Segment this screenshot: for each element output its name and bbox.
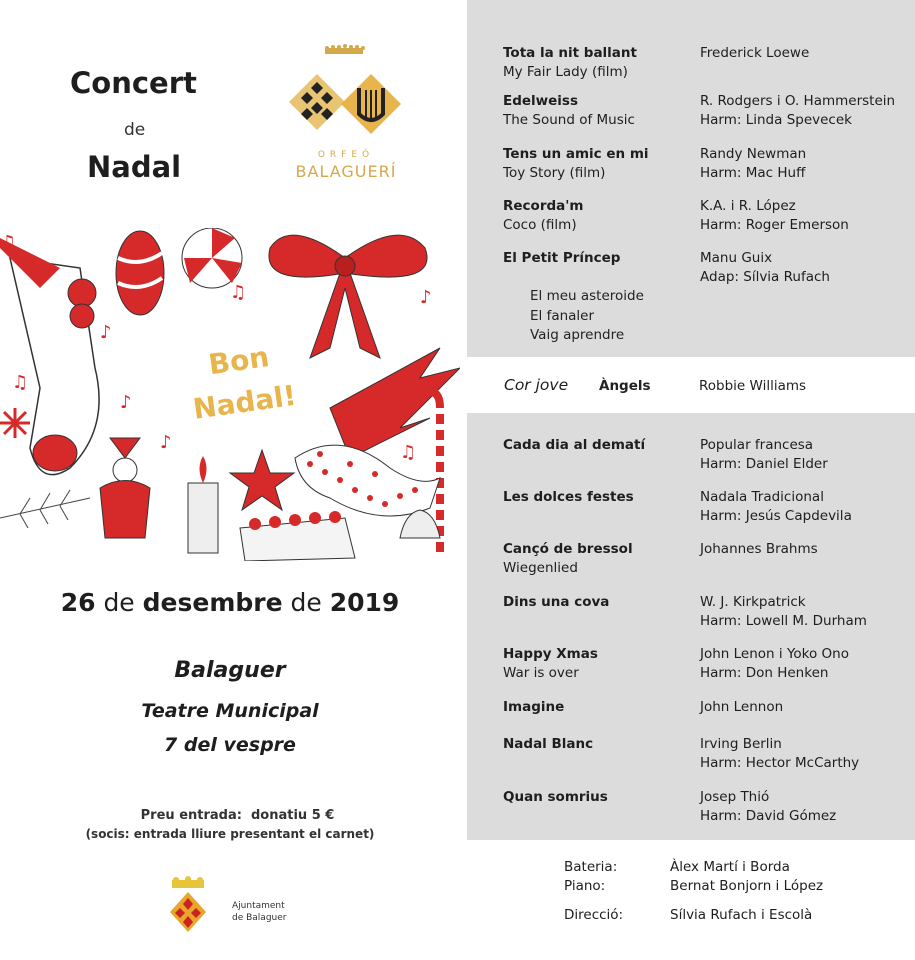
program-panel <box>467 0 915 960</box>
song-title: Imagine <box>503 699 565 715</box>
song-subtitle: Wiegenlied <box>503 560 578 576</box>
song-arranger: Harm: Roger Emerson <box>700 217 849 233</box>
song-author: John Lenon i Yoko Ono <box>700 646 849 662</box>
song-author: Randy Newman <box>700 146 807 162</box>
credit-value: Sílvia Rufach i Escolà <box>670 907 813 923</box>
song-author: Popular francesa <box>700 437 814 453</box>
greeting-line2: Nadal! <box>191 378 299 426</box>
song-arranger: Harm: Daniel Elder <box>700 456 828 472</box>
song-title: Tens un amic en mi <box>503 146 649 162</box>
ticket-price: Preu entrada: donatiu 5 € <box>140 808 335 823</box>
date-day: 26 <box>60 588 96 617</box>
song-subtitle: War is over <box>503 665 579 681</box>
song-title: Edelweiss <box>503 93 578 109</box>
song-arranger: Harm: Jesús Capdevila <box>700 508 852 524</box>
date-year: 2019 <box>329 588 400 617</box>
song-title: Cançó de bressol <box>503 541 633 557</box>
song-subtitle: Coco (film) <box>503 217 577 233</box>
song-title: El Petit Príncep <box>503 250 621 266</box>
event-time: 7 del vespre <box>164 734 296 756</box>
song-author: W. J. Kirkpatrick <box>700 594 806 610</box>
svg-text:♫: ♫ <box>0 232 17 253</box>
program-section-1 <box>467 0 915 357</box>
credit-label: Bateria: <box>564 859 618 875</box>
credit-value: Àlex Martí i Borda <box>670 859 790 875</box>
title-nadal: Nadal <box>87 150 182 184</box>
svg-text:♪: ♪ <box>100 322 112 343</box>
song-author: Johannes Brahms <box>700 541 818 557</box>
event-date <box>0 588 460 617</box>
ticket-price-note: (socis: entrada lliure presentant el carnet) <box>85 827 375 841</box>
song-author: K.A. i R. López <box>700 198 796 214</box>
song-title: Cada dia al dematí <box>503 437 646 453</box>
cor-jove-song-title: Àngels <box>599 378 651 394</box>
song-author: Frederick Loewe <box>700 45 810 61</box>
song-title: Tota la nit ballant <box>503 45 637 61</box>
song-title: Les dolces festes <box>503 489 634 505</box>
song-author: Manu Guix <box>700 250 773 266</box>
svg-text:♫: ♫ <box>12 372 29 393</box>
svg-text:♪: ♪ <box>160 432 172 453</box>
ajuntament-line2: de Balaguer <box>232 913 287 923</box>
date-month: desembre <box>142 588 283 617</box>
song-author: John Lennon <box>700 699 784 715</box>
song-author: Irving Berlin <box>700 736 782 752</box>
ajuntament-line1: Ajuntament <box>232 901 285 911</box>
list-item: El meu asteroide <box>530 288 644 304</box>
title-de: de <box>124 120 146 140</box>
song-arranger: Harm: David Gómez <box>700 808 837 824</box>
list-item: El fanaler <box>530 307 595 324</box>
song-title: Happy Xmas <box>503 646 598 662</box>
song-arranger: Harm: Lowell M. Durham <box>700 613 867 629</box>
svg-text:♪: ♪ <box>120 392 132 413</box>
song-subtitle: My Fair Lady (film) <box>503 64 628 80</box>
logo-text-balagueri: BALAGUERÍ <box>295 162 397 181</box>
date-de1: de <box>103 588 135 617</box>
song-subtitle: Toy Story (film) <box>503 165 606 181</box>
cor-jove-song-author: Robbie Williams <box>699 378 807 394</box>
petit-princep-list <box>530 287 644 346</box>
ajuntament-text <box>232 900 286 924</box>
credit-value: Bernat Bonjorn i López <box>670 878 824 894</box>
song-arranger: Adap: Sílvia Rufach <box>700 269 830 285</box>
credit-label: Piano: <box>564 878 606 894</box>
ajuntament-crest-icon <box>168 876 208 936</box>
event-venue: Teatre Municipal <box>141 700 319 722</box>
song-author: Josep Thió <box>700 789 770 805</box>
song-author: Nadala Tradicional <box>700 489 824 505</box>
song-arranger: Harm: Hector McCarthy <box>700 755 860 771</box>
song-title: Dins una cova <box>503 594 610 610</box>
date-de2: de <box>290 588 322 617</box>
credit-label: Direcció: <box>564 907 624 923</box>
list-item: Vaig aprendre <box>530 327 625 343</box>
event-city: Balaguer <box>174 658 286 683</box>
song-title: Nadal Blanc <box>503 736 594 752</box>
song-author: R. Rodgers i O. Hammerstein <box>700 93 896 109</box>
song-title: Recorda'm <box>503 198 584 214</box>
song-arranger: Harm: Don Henken <box>700 665 829 681</box>
cor-jove-label: Cor jove <box>504 376 569 394</box>
greeting-bon-nadal <box>185 333 299 431</box>
svg-text:♫: ♫ <box>400 442 417 463</box>
song-subtitle: The Sound of Music <box>503 112 635 128</box>
svg-text:♫: ♫ <box>230 282 247 303</box>
title-concert: Concert <box>70 66 197 100</box>
program-section-2 <box>467 413 915 840</box>
song-title: Quan somrius <box>503 789 608 805</box>
song-arranger: Harm: Linda Spevecek <box>700 112 852 128</box>
song-arranger: Harm: Mac Huff <box>700 165 806 181</box>
greeting-line1: Bon <box>206 340 272 382</box>
svg-text:♪: ♪ <box>420 287 432 308</box>
logo-text-orfeo: ORFEÓ <box>317 150 375 160</box>
